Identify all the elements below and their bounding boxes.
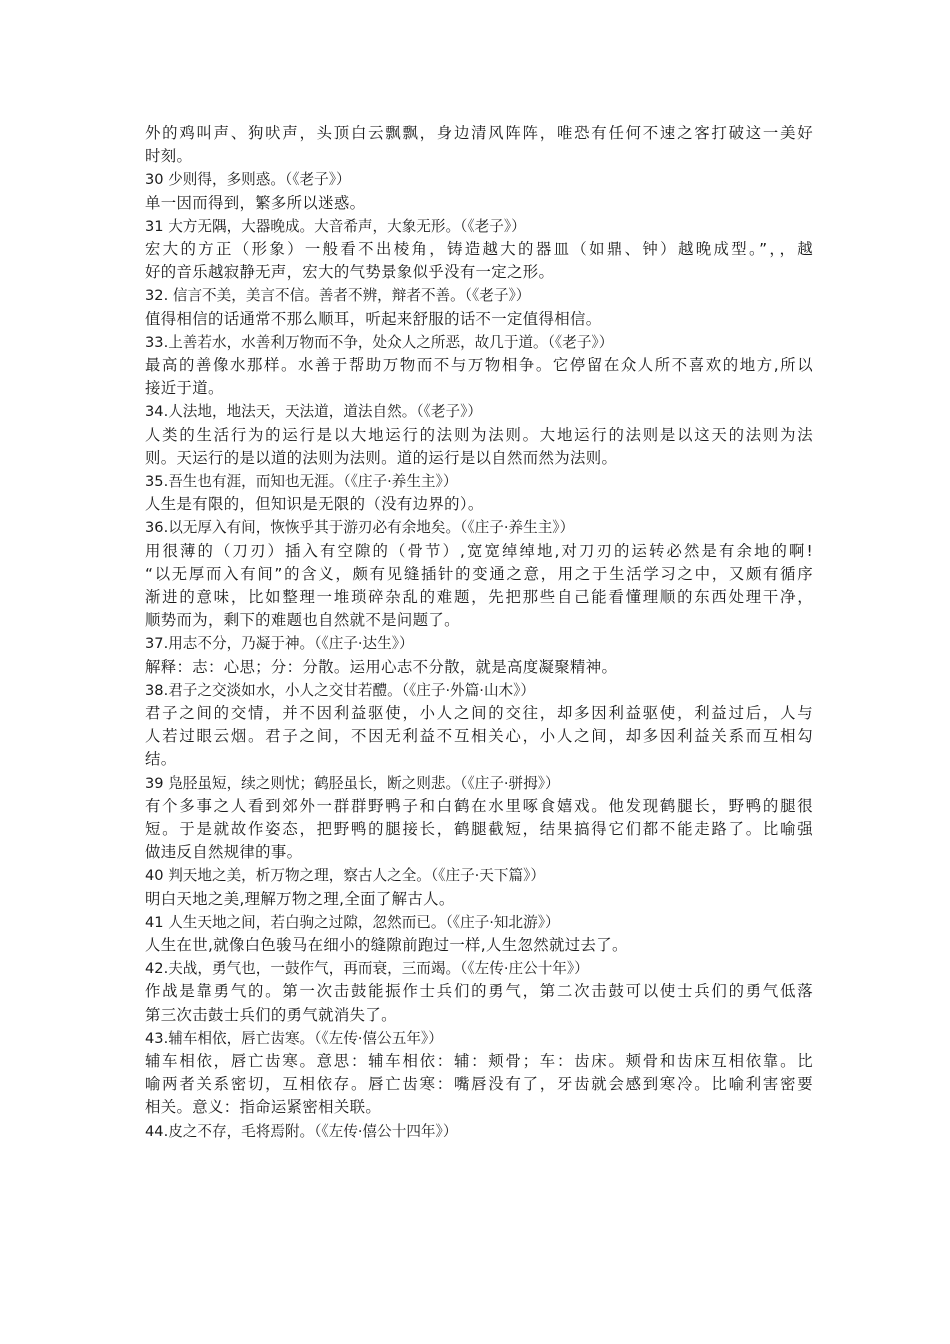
paragraph-line: 单一因而得到，繁多所以迷惑。 bbox=[145, 193, 366, 212]
paragraph-line: 外的鸡叫声、狗吠声，头顶白云飘飘，身边清风阵阵，唯恐有任何不速之客打破这一美好 bbox=[145, 124, 813, 142]
paragraph-line: 人若过眼云烟。君子之间，不因无利益不互相关心，小人之间，却多因利益关系而互相勾 bbox=[145, 727, 813, 746]
paragraph-line: 第三次击鼓士兵们的勇气就消失了。 bbox=[145, 1005, 397, 1024]
paragraph-line: 作战是靠勇气的。第一次击鼓能振作士兵们的勇气，第二次击鼓可以使士兵们的勇气低落 bbox=[145, 982, 813, 1001]
quote-heading: 40 判天地之美，析万物之理，察古人之全。（《庄子·天下篇》） bbox=[145, 867, 545, 885]
paragraph-line: 人生在世,就像白色骏马在细小的缝隙前跑过一样,人生忽然就过去了。 bbox=[145, 935, 628, 954]
paragraph-line: 结。 bbox=[145, 750, 177, 769]
paragraph-line: 接近于道。 bbox=[145, 379, 224, 398]
paragraph-line: 做违反自然规律的事。 bbox=[145, 843, 303, 862]
paragraph-line: 短。于是就故作姿态，把野鸭的腿接长，鹤腿截短，结果搞得它们都不能走路了。比喻强 bbox=[145, 819, 813, 838]
document-body bbox=[145, 122, 813, 1143]
paragraph-line: 君子之间的交情，并不因利益驱使，小人之间的交往，却多因利益驱使，利益过后，人与 bbox=[145, 703, 813, 722]
paragraph-line: 宏大的方正（形象）一般看不出棱角，铸造越大的器皿（如鼎、钟）越晚成型。”，，越 bbox=[145, 240, 813, 258]
paragraph-line: 最高的善像水那样。水善于帮助万物而不与万物相争。它停留在众人所不喜欢的地方,所以 bbox=[145, 356, 813, 374]
quote-heading: 36.以无厚入有间，恢恢乎其于游刃必有余地矣。（《庄子·养生主》） bbox=[145, 519, 575, 537]
paragraph-line: 相关。意义：指命运紧密相关联。 bbox=[145, 1098, 382, 1117]
quote-heading: 38.君子之交淡如水，小人之交甘若醴。（《庄子·外篇·山木》） bbox=[145, 681, 536, 699]
paragraph-line: 顺势而为，剩下的难题也自然就不是问题了。 bbox=[145, 611, 460, 630]
paragraph-line: 时刻。 bbox=[145, 147, 193, 166]
quote-heading: 44.皮之不存，毛将焉附。（《左传·僖公十四年》） bbox=[145, 1122, 458, 1140]
paragraph-line: 辅车相依，唇亡齿寒。意思：辅车相依：辅：颊骨；车：齿床。颊骨和齿床互相依靠。比 bbox=[145, 1051, 813, 1070]
paragraph-line: 有个多事之人看到郊外一群群野鸭子和白鹤在水里啄食嬉戏。他发现鹤腿长，野鸭的腿很 bbox=[145, 796, 813, 815]
quote-heading: 42.夫战，勇气也，一鼓作气，再而衰，三而竭。（《左传·庄公十年》） bbox=[145, 960, 589, 978]
paragraph-line: “以无厚而入有间”的含义，颇有见缝插针的变通之意，用之于生活学习之中，又颇有循序 bbox=[145, 564, 813, 583]
quote-heading: 32. 信言不美，美言不信。善者不辨，辩者不善。（《老子》） bbox=[145, 287, 531, 305]
paragraph-line: 喻两者关系密切，互相依存。唇亡齿寒：嘴唇没有了，牙齿就会感到寒冷。比喻利害密要 bbox=[145, 1075, 813, 1094]
quote-heading: 31 大方无隅，大器晚成。大音希声，大象无形。（《老子》） bbox=[145, 217, 526, 235]
paragraph-line: 人类的生活行为的运行是以大地运行的法则为法则。大地运行的法则是以这天的法则为法 bbox=[145, 425, 813, 444]
quote-heading: 39 凫胫虽短，续之则忧；鹤胫虽长，断之则悲。（《庄子·骈拇》） bbox=[145, 774, 560, 792]
paragraph-line: 好的音乐越寂静无声，宏大的气势景象似乎没有一定之形。 bbox=[145, 263, 555, 282]
quote-heading: 35.吾生也有涯，而知也无涯。（《庄子·养生主》） bbox=[145, 472, 458, 490]
paragraph-line: 值得相信的话通常不那么顺耳，听起来舒服的话不一定值得相信。 bbox=[145, 309, 602, 328]
quote-heading: 34.人法地，地法天，天法道，道法自然。（《老子》） bbox=[145, 403, 482, 421]
paragraph-line: 渐进的意味，比如整理一堆琐碎杂乱的难题，先把那些自己能看懂理顺的东西处理干净， bbox=[145, 587, 813, 606]
paragraph-line: 明白天地之美,理解万物之理,全面了解古人。 bbox=[145, 889, 455, 908]
quote-heading: 33.上善若水，水善利万物而不争，处众人之所恶，故几于道。（《老子》） bbox=[145, 333, 614, 351]
quote-heading: 41 人生天地之间，若白驹之过隙，忽然而已。（《庄子·知北游》） bbox=[145, 913, 560, 931]
paragraph-line: 用很薄的（刀刃）插入有空隙的（骨节）,宽宽绰绰地,对刀刃的运转必然是有余地的啊! bbox=[145, 541, 813, 560]
quote-heading: 37.用志不分，乃凝于神。（《庄子·达生》） bbox=[145, 635, 414, 653]
quote-heading: 30 少则得，多则惑。（《老子》） bbox=[145, 171, 351, 189]
paragraph-line: 解释：志：心思；分：分散。运用心志不分散，就是高度凝聚精神。 bbox=[145, 657, 618, 676]
paragraph-line: 则。天运行的是以道的法则为法则。道的运行是以自然而然为法则。 bbox=[145, 448, 618, 467]
paragraph-line: 人生是有限的，但知识是无限的（没有边界的）。 bbox=[145, 495, 484, 514]
quote-heading: 43.辅车相依，唇亡齿寒。（《左传·僖公五年》） bbox=[145, 1029, 443, 1047]
